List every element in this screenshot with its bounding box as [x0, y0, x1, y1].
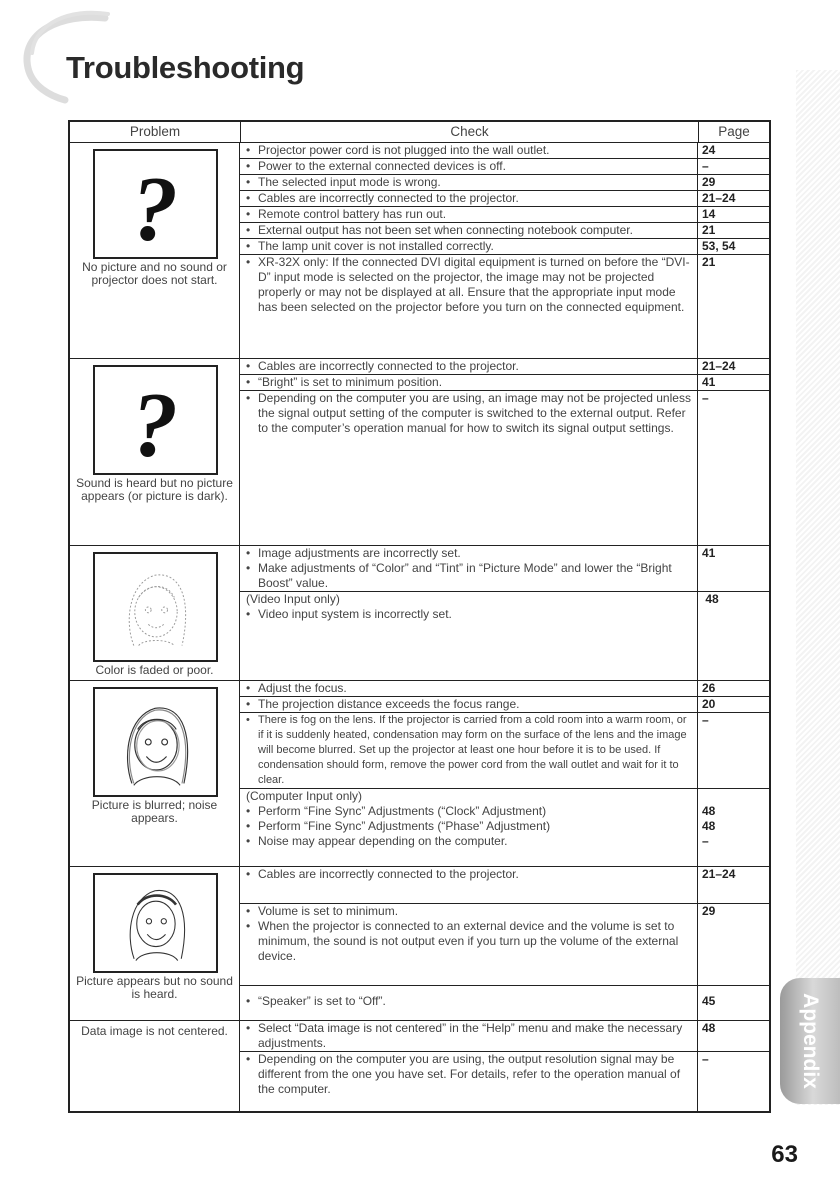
check-text: • “Bright” is set to minimum position. [246, 375, 693, 390]
check-text: • The lamp unit cover is not installed correctly. [246, 239, 693, 254]
problem-text: No picture and no sound or projector does not start. [82, 260, 227, 287]
table-row [240, 834, 769, 866]
check-text: • The projection distance exceeds the focus range. [246, 697, 693, 712]
check-text: • Volume is set to minimum. [246, 904, 693, 919]
appendix-tab [780, 978, 840, 1104]
page-ref: 48 [702, 819, 716, 833]
page-ref: – [702, 159, 709, 173]
check-text: • Cables are incorrectly connected to the projector. [246, 191, 693, 206]
page-ref: 41 [702, 546, 716, 560]
page-ref: 48 [702, 804, 716, 818]
page-ref: 45 [702, 994, 716, 1008]
table-row [240, 143, 769, 159]
table-row [240, 391, 769, 545]
svg-text:?: ? [131, 374, 179, 475]
check-text: • Remote control battery has run out. [246, 207, 693, 222]
table-row [240, 867, 769, 904]
girl-picture-icon [93, 873, 218, 973]
check-text: • XR-32X only: If the connected DVI digital equipment is turned on before the “DVI-D” input mode is selected on the projector, the image may not be projected properly or may not be displayed at all. Ensure that the appropriate input mode has been selected on the projector before you turn on the connected equipment. [246, 255, 693, 315]
check-text: • The selected input mode is wrong. [246, 175, 693, 190]
troubleshooting-table [68, 120, 771, 1113]
problem-cell [70, 867, 240, 1020]
check-rows [240, 681, 769, 866]
input-note: (Computer Input only) [246, 789, 363, 803]
check-text: • Image adjustments are incorrectly set. [246, 546, 693, 561]
check-text: • Depending on the computer you are using, the output resolution signal may be different from the one you have set. For details, refer to the operation manual of the computer. [246, 1052, 693, 1097]
problem-text: Data image is not centered. [81, 1024, 228, 1038]
table-row [240, 159, 769, 175]
check-text: • Perform “Fine Sync” Adjustments (“Phase” Adjustment) [246, 819, 693, 834]
page-ref: – [702, 391, 709, 405]
check-rows [240, 1021, 769, 1111]
page-ref: 21 [702, 223, 716, 237]
problem-cell [70, 359, 240, 545]
page-ref: – [702, 713, 709, 727]
svg-text:?: ? [131, 158, 179, 259]
table-row [240, 904, 769, 919]
table-row [240, 1021, 769, 1052]
problem-cell [70, 143, 240, 358]
check-rows [240, 546, 769, 680]
page-ref [698, 919, 769, 985]
problem-cell [70, 681, 240, 866]
table-row [240, 191, 769, 207]
page-ref: 48 [702, 1021, 716, 1035]
check-text: • Cables are incorrectly connected to the projector. [246, 867, 693, 882]
question-mark-icon [93, 365, 218, 475]
table-row [240, 359, 769, 375]
table-row [240, 375, 769, 391]
page-ref: 48 [705, 592, 719, 606]
table-section [70, 1021, 769, 1111]
check-text: • External output has not been set when connecting notebook computer. [246, 223, 693, 238]
page-ref: 21–24 [702, 359, 736, 373]
table-row [240, 255, 769, 358]
table-row [240, 546, 769, 561]
table-row [240, 175, 769, 191]
table-row [240, 713, 769, 789]
header-page: Page [698, 122, 769, 142]
table-row [240, 239, 769, 255]
page-ref: 14 [702, 207, 716, 221]
check-text: • Make adjustments of “Color” and “Tint” in “Picture Mode” and lower the “Bright Boost” value. [246, 561, 693, 591]
page-ref: 20 [702, 697, 716, 711]
table-section [70, 546, 769, 681]
table-section [70, 867, 769, 1021]
page-ref: 26 [702, 681, 716, 695]
table-header [70, 122, 769, 143]
check-rows [240, 867, 769, 1020]
page-ref: 29 [702, 175, 716, 189]
table-section [70, 143, 769, 359]
table-row [240, 919, 769, 986]
check-text: • Video input system is incorrectly set. [246, 607, 693, 622]
check-rows [240, 359, 769, 545]
page-ref: – [702, 1052, 709, 1066]
problem-cell [70, 1021, 240, 1111]
check-text: • Cables are incorrectly connected to the projector. [246, 359, 693, 374]
question-mark-icon [93, 149, 218, 259]
page-ref: – [702, 834, 709, 848]
check-text: • Noise may appear depending on the computer. [246, 834, 693, 849]
problem-text: Sound is heard but no picture appears (or picture is dark). [76, 476, 233, 503]
table-row [240, 819, 769, 834]
page-ref: 53, 54 [702, 239, 736, 253]
check-text: • “Speaker” is set to “Off”. [246, 994, 693, 1009]
problem-cell [70, 546, 240, 680]
page-ref: 21–24 [702, 191, 736, 205]
input-note: (Video Input only) [246, 592, 340, 606]
page-ref: 24 [702, 143, 716, 157]
page-ref: 21–24 [702, 867, 736, 881]
table-row [240, 207, 769, 223]
check-text: • Projector power cord is not plugged into the wall outlet. [246, 143, 693, 158]
table-row [240, 223, 769, 239]
page-ref: 29 [702, 904, 716, 918]
check-text: • Adjust the focus. [246, 681, 693, 696]
problem-text: Picture is blurred; noise appears. [91, 798, 218, 825]
blurred-picture-icon [93, 687, 218, 797]
page-title: Troubleshooting [66, 50, 305, 85]
page-ref [698, 561, 769, 591]
faded-picture-icon [93, 552, 218, 662]
table-row [240, 986, 769, 1020]
check-rows [240, 143, 769, 358]
side-strip-decoration [796, 70, 840, 1105]
table-row [240, 697, 769, 713]
table-row [240, 681, 769, 697]
table-row [240, 592, 769, 680]
check-text: • Perform “Fine Sync” Adjustments (“Clock” Adjustment) [246, 804, 693, 819]
table-row [240, 561, 769, 592]
table-section [70, 359, 769, 546]
page-ref: 21 [702, 255, 716, 269]
appendix-tab-label: Appendix [799, 993, 822, 1089]
page-ref: 41 [702, 375, 716, 389]
page-number: 63 [771, 1141, 798, 1168]
table-row [240, 789, 769, 819]
check-text: • Depending on the computer you are using, an image may not be projected unless the signal output setting of the computer is switched to the external output. Refer to the computer’s operation manual for how to switch its signal output settings. [246, 391, 693, 436]
table-row [240, 1052, 769, 1111]
header-problem: Problem [129, 124, 181, 139]
problem-text: Color is faded or poor. [95, 663, 214, 677]
problem-text: Picture appears but no sound is heard. [76, 974, 233, 1001]
header-check: Check [240, 122, 698, 142]
check-text: • Power to the external connected devices is off. [246, 159, 693, 174]
table-section [70, 681, 769, 867]
check-text: • There is fog on the lens. If the projector is carried from a cold room into a warm room, or if it is suddenly heated, condensation may form on the surface of the lens and the image will become blurred. Set up the projector at least one hour before it is to be used. If condensation should form, remove the power cord from the wall outlet and wait for it to clear. [246, 713, 693, 788]
check-text: • When the projector is connected to an external device and the volume is set to minimum, the sound is not output even if you turn up the volume of the external device. [246, 919, 693, 964]
check-text: • Select “Data image is not centered” in the “Help” menu and make the necessary adjustments. [246, 1021, 693, 1051]
